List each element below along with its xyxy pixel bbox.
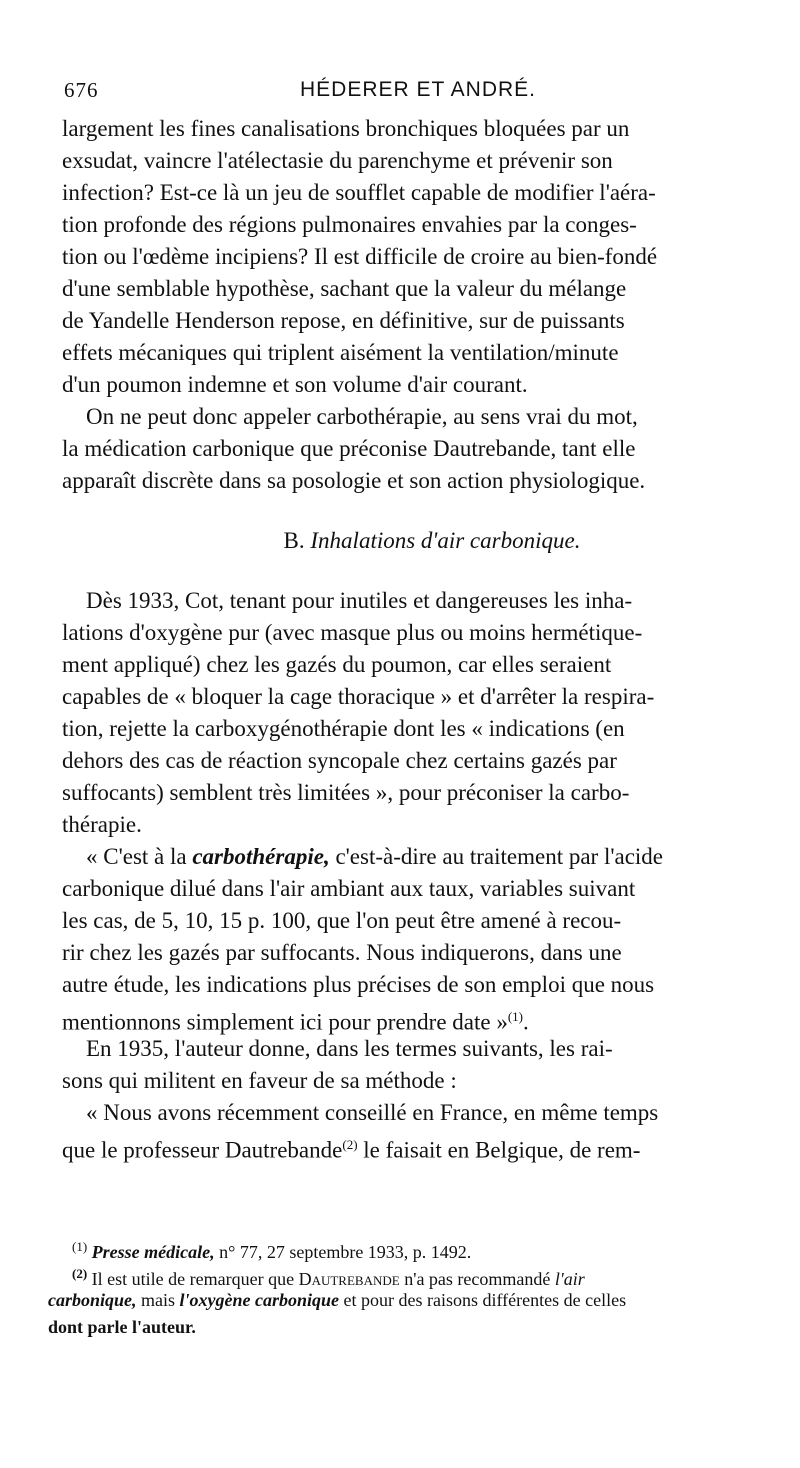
text-line: autre étude, les indications plus précises de son emploi que nous	[62, 972, 655, 997]
text-line: tion profonde des régions pulmonaires envahies par la conges-	[62, 212, 637, 237]
footnote-2-cont	[48, 1287, 768, 1314]
footnote-2-end: dont parle l'auteur.	[48, 1317, 196, 1337]
text-line: les cas, de 5, 10, 15 p. 100, que l'on peut être amené à recou-	[62, 908, 622, 933]
text-line: On ne peut donc appeler carbothérapie, au sens vrai du mot,	[86, 404, 638, 429]
text-line	[62, 1001, 762, 1033]
line-rest: c'est-à-dire au traitement par l'acide	[329, 844, 664, 869]
text-line: « Nous avons récemment conseillé en France, en même temps	[86, 1100, 659, 1125]
footnote-ref-2[interactable]: (2)	[342, 1137, 358, 1152]
journal-title: Presse médicale,	[91, 1242, 215, 1262]
footnote-text: mais	[136, 1290, 180, 1310]
line-rest: le faisait en Belgique, de rem-	[357, 1137, 641, 1163]
footnote-text: n'a pas recommandé	[399, 1269, 555, 1289]
text-line: apparaît discrète dans sa posologie et son action physiologique.	[62, 468, 646, 493]
text-line	[62, 1129, 762, 1161]
paragraph-5	[62, 1033, 762, 1161]
footnote-ref-1[interactable]: (1)	[507, 1009, 524, 1024]
paragraph-1	[62, 113, 762, 401]
quote-open-text: « C'est à la	[86, 844, 193, 869]
footnote-1	[48, 1233, 768, 1260]
footnote-mark-1: (1)	[72, 1239, 88, 1254]
text-line: sons qui militent en faveur de sa méthode :	[62, 1068, 457, 1093]
paragraph-4	[62, 841, 762, 1033]
text-line: lations d'oxygène pur (avec masque plus ou moins hermétique-	[62, 620, 643, 645]
emphasis-carbotherapie: carbothérapie,	[192, 844, 330, 869]
main-text	[62, 113, 762, 1161]
section-title: Inhalations d'air carbonique.	[310, 528, 581, 553]
section-heading	[62, 519, 762, 563]
paragraph-2	[62, 401, 762, 497]
line-text: que le professeur Dautrebande	[62, 1137, 343, 1163]
section-letter: B.	[283, 528, 305, 553]
emphasis-text: l'air	[554, 1269, 585, 1289]
footnotes	[48, 1233, 768, 1341]
text-line: suffocants) semblent très limitées », pour préconiser la carbo-	[62, 780, 630, 805]
text-line: largement les fines canalisations bronchiques bloquées par un	[62, 116, 630, 141]
text-line: capables de « bloquer la cage thoracique » et d'arrêter la respira-	[62, 684, 655, 709]
emphasis-text: l'oxygène carbonique	[179, 1290, 340, 1310]
footnote-2	[48, 1260, 768, 1287]
paragraph-3	[62, 585, 762, 841]
text-line: infection? Est-ce là un jeu de soufflet capable de modifier l'aéra-	[62, 180, 656, 205]
text-line: exsudat, vaincre l'atélectasie du parenchyme et prévenir son	[62, 148, 613, 173]
text-line	[62, 841, 762, 873]
text-line: Dès 1933, Cot, tenant pour inutiles et dangereuses les inha-	[86, 588, 633, 613]
text-line: d'un poumon indemne et son volume d'air courant.	[62, 372, 528, 397]
page-number: 676	[64, 78, 99, 102]
text-line: ment appliqué) chez les gazés du poumon, car elles seraient	[62, 652, 612, 677]
text-line: rir chez les gazés par suffocants. Nous indiquerons, dans une	[62, 940, 622, 965]
text-line: d'une semblable hypothèse, sachant que la valeur du mélange	[62, 276, 627, 301]
text-line: En 1935, l'auteur donne, dans les termes suivants, les rai-	[86, 1036, 613, 1061]
text-line: thérapie.	[62, 812, 142, 837]
line-text: mentionnons simplement ici pour prendre date »	[62, 1009, 508, 1035]
footnote-mark-2: (2)	[72, 1266, 88, 1281]
text-line: la médication carbonique que préconise Dautrebande, tant elle	[62, 436, 636, 461]
text-line: de Yandelle Henderson repose, en définitive, sur de puissants	[62, 308, 625, 333]
footnote-text: et pour des raisons différentes de celles	[339, 1290, 627, 1310]
line-end: .	[523, 1009, 529, 1035]
text-line: carbonique dilué dans l'air ambiant aux taux, variables suivant	[62, 876, 636, 901]
text-line: effets mécaniques qui triplent aisément la ventilation/minute	[62, 340, 619, 365]
text-line: tion ou l'œdème incipiens? Il est difficile de croire au bien-fondé	[62, 244, 658, 269]
text-line: dehors des cas de réaction syncopale chez certains gazés par	[62, 748, 617, 773]
citation-details: n° 77, 27 septembre 1933, p. 1492.	[214, 1242, 472, 1262]
text-line: tion, rejette la carboxygénothérapie dont les « indications (en	[62, 716, 625, 741]
footnote-text: Il est utile de remarquer que	[87, 1269, 299, 1289]
running-title: HÉDERER ET ANDRÉ.	[300, 78, 536, 101]
emphasis-text: carbonique,	[48, 1290, 137, 1310]
author-name: Dautrebande	[298, 1269, 400, 1289]
